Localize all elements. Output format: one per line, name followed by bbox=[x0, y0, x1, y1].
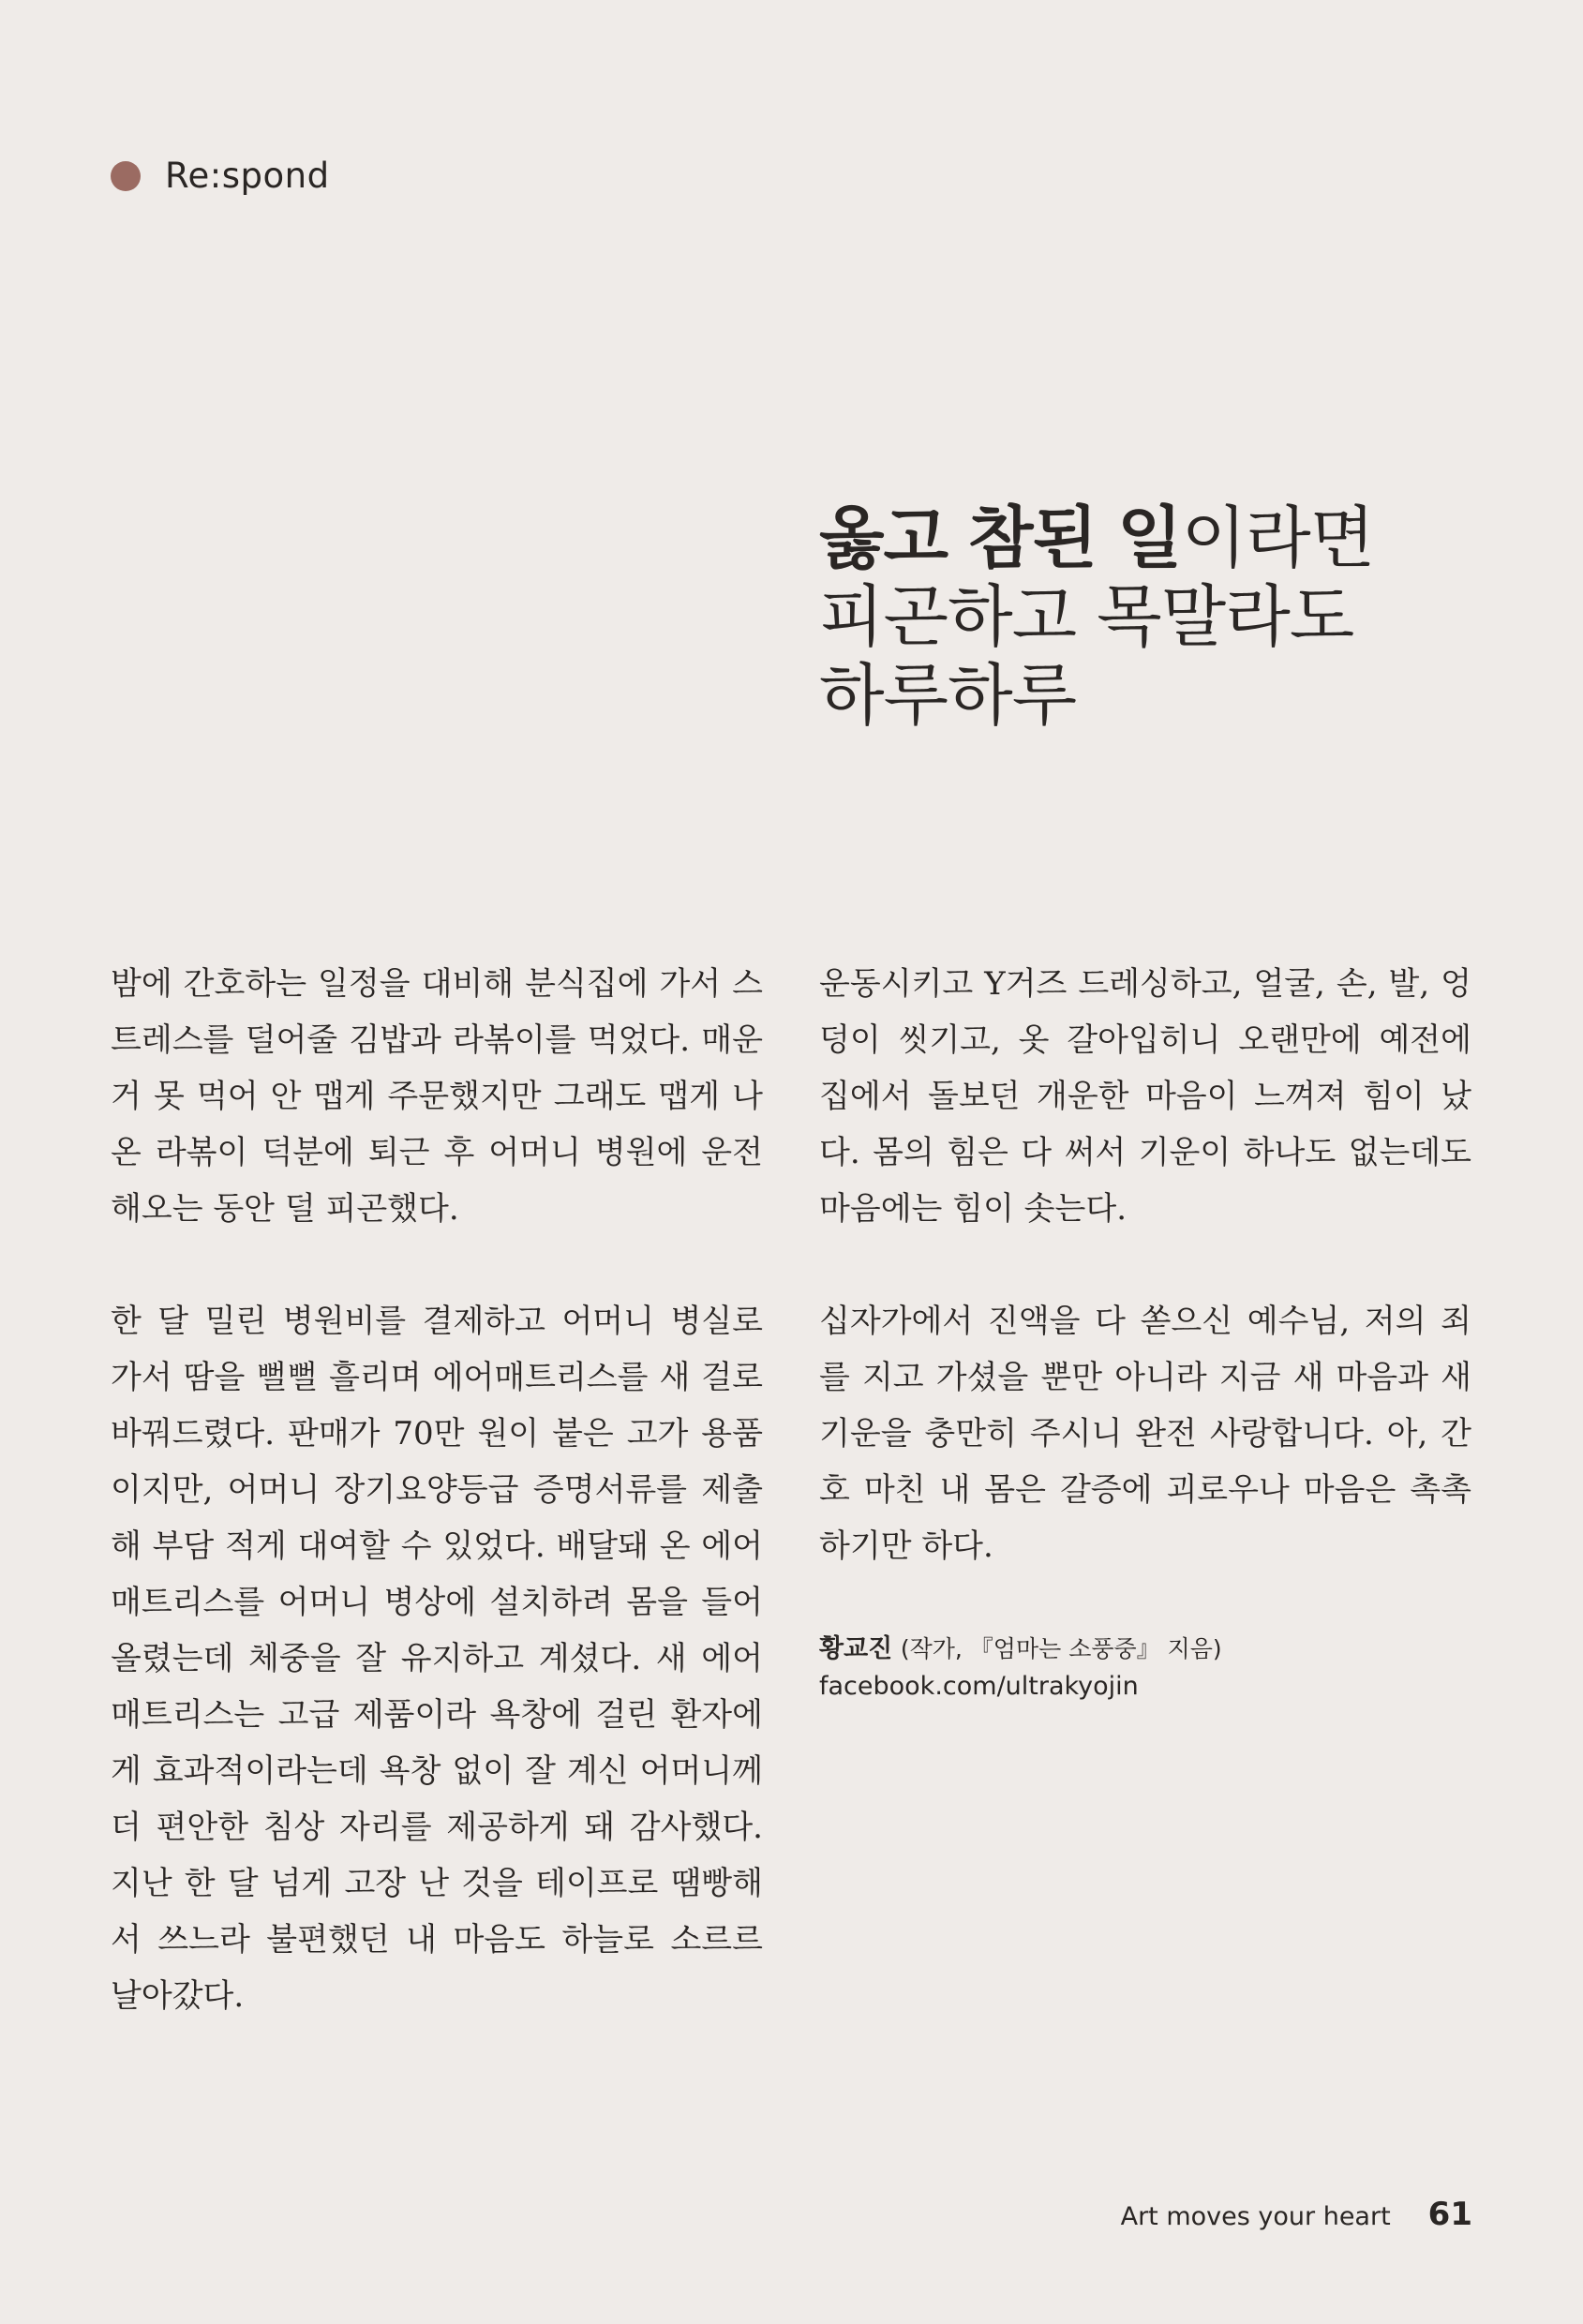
body-column-left bbox=[111, 956, 763, 2080]
headline-bold-word: 참된 bbox=[968, 498, 1098, 577]
headline-line-3: 하루하루 bbox=[819, 656, 1077, 735]
body-paragraph: 밤에 간호하는 일정을 대비해 분식집에 가서 스트레스를 덜어줄 김밥과 라볶이를 먹었다. 매운 거 못 먹어 안 맵게 주문했지만 그래도 맵게 나온 라볶이 덕분에 퇴근 후 어머니 병원에 운전해오는 동안 덜 피곤했다. bbox=[111, 965, 764, 1228]
author-name: 황교진 bbox=[819, 1634, 893, 1663]
headline-bold-word: 일 bbox=[1117, 498, 1182, 577]
headline-regular-word: 이라면 bbox=[1181, 499, 1375, 577]
headline-line-1 bbox=[819, 499, 1475, 577]
page-footer bbox=[1121, 2196, 1472, 2233]
footer-tagline: Art moves your heart bbox=[1120, 2202, 1391, 2231]
author-byline bbox=[819, 1631, 1471, 1706]
headline bbox=[819, 499, 1475, 735]
headline-bold-word: 옳고 bbox=[819, 498, 948, 577]
section-dot bbox=[111, 161, 141, 191]
author-line bbox=[819, 1631, 1471, 1668]
section-label bbox=[111, 156, 330, 196]
body-paragraph: 운동시키고 Y거즈 드레싱하고, 얼굴, 손, 발, 엉덩이 씻기고, 옷 갈아입히니 오랜만에 예전에 집에서 돌보던 개운한 마음이 느껴져 힘이 났다. 몸의 힘은 다 써서 기운이 하나도 없는데도 마음에는 힘이 솟는다. bbox=[819, 965, 1471, 1228]
author-note: (작가, 『엄마는 소풍중』 지음) bbox=[900, 1635, 1222, 1662]
section-title: Re:spond bbox=[165, 156, 330, 196]
page-number: 61 bbox=[1427, 2196, 1472, 2233]
headline-line-2: 피곤하고 목말라도 bbox=[819, 577, 1354, 656]
body-paragraph: 한 달 밀린 병원비를 결제하고 어머니 병실로 가서 땀을 뻘뻘 흘리며 에어매트리스를 새 걸로 바꿔드렸다. 판매가 70만 원이 붙은 고가 용품이지만, 어머니 장기요양등급 증명서류를 제출해 부담 적게 대여할 수 있었다. 배달돼 온 에어매트리스를 어머니 병상에 설치하려 몸을 들어 올렸는데 체중을 잘 유지하고 계셨다. 새 에어매트리스는 고급 제품이라 욕창에 걸린 환자에게 효과적이라는데 욕창 없이 잘 계신 어머니께 더 편안한 침상 자리를 제공하게 돼 감사했다. 지난 한 달 넘게 고장 난 것을 테이프로 땜빵해서 쓰느라 불편했던 내 마음도 하늘로 소르르 날아갔다. bbox=[111, 1303, 763, 2015]
body-column-right bbox=[819, 956, 1471, 1706]
body-paragraph: 십자가에서 진액을 다 쏟으신 예수님, 저의 죄를 지고 가셨을 뿐만 아니라 지금 새 마음과 새 기운을 충만히 주시니 완전 사랑합니다. 아, 간호 마친 내 몸은 갈증에 괴로우나 마음은 촉촉하기만 하다. bbox=[819, 1303, 1471, 1565]
author-link: facebook.com/ultrakyojin bbox=[819, 1672, 1139, 1701]
